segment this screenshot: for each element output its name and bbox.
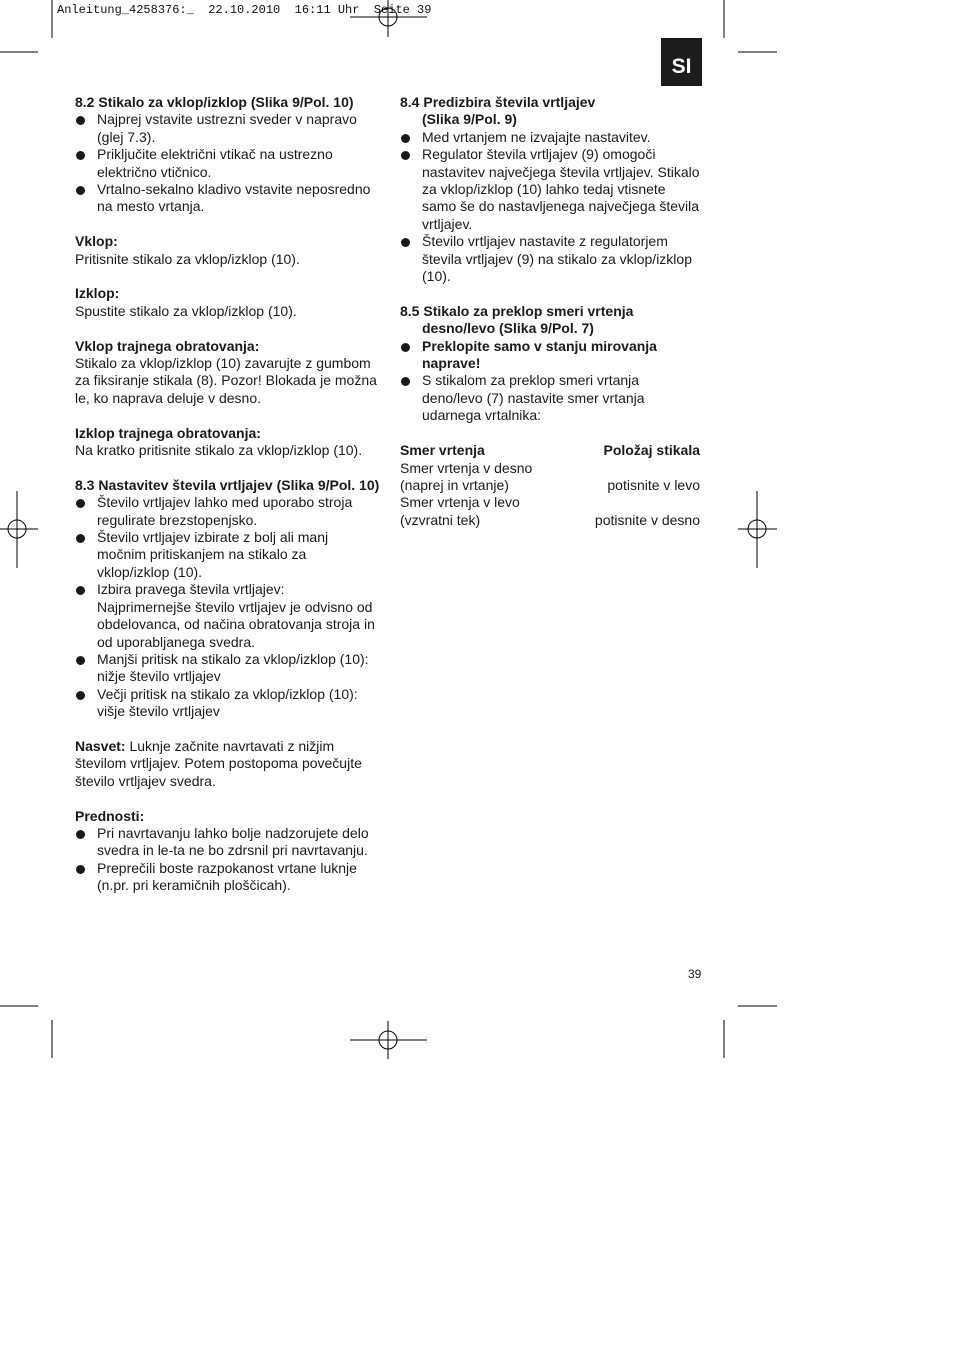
bullet-icon <box>401 134 410 143</box>
bullet-item: Preprečili boste razpokanost vrtane luknje (n.pr. pri keramičnih ploščicah). <box>75 860 380 895</box>
section-8-3 <box>75 477 380 721</box>
table-cell: Smer vrtenja v desno <box>400 459 533 476</box>
bullet-item: Manjši pritisk na stikalo za vklop/izklop (10): nižje število vrtljajev <box>75 651 380 686</box>
table-header <box>400 442 700 459</box>
right-column <box>400 94 702 529</box>
bullet-icon <box>76 499 85 508</box>
bullet-icon <box>401 151 410 160</box>
bullet-icon <box>76 534 85 543</box>
bullet-item: Vrtalno-sekalno kladivo vstavite neposredno na mesto vrtanja. <box>75 181 380 216</box>
page-number: 39 <box>688 967 702 981</box>
section-8-4-title: 8.4 Predizbira števila vrtljajev <box>400 94 596 110</box>
section-8-4-subtitle: (Slika 9/Pol. 9) <box>422 111 517 128</box>
direction-table <box>400 442 700 529</box>
izklop-text: Spustite stikalo za vklop/izklop (10). <box>75 302 297 319</box>
bullet-icon <box>401 238 410 247</box>
table-header-cell: Položaj stikala <box>603 442 700 459</box>
bullet-icon <box>401 343 410 352</box>
izklop-title: Izklop: <box>75 285 120 302</box>
section-8-4-bullets <box>400 129 702 286</box>
bullet-icon <box>76 656 85 665</box>
izklop-trajnega-title: Izklop trajnega obratovanja: <box>75 424 261 441</box>
section-izklop-trajnega <box>75 425 380 460</box>
bullet-item: S stikalom za preklop smeri vrtanja deno/levo (7) nastavite smer vrtanja udarnega vrtalnika: <box>400 372 702 424</box>
table-header-cell: Smer vrtenja <box>400 442 485 459</box>
bullet-item: Število vrtljajev nastavite z regulatorjem števila vrtljajev (9) na stikalo za vklop/izklop (10). <box>400 233 702 285</box>
registration-mark-bottom <box>350 1021 427 1059</box>
section-8-3-title: 8.3 Nastavitev števila vrtljajev (Slika 9/Pol. 10) <box>75 476 380 493</box>
section-8-5-bullets <box>400 338 702 425</box>
section-izklop <box>75 285 380 320</box>
izklop-trajnega-text: Na kratko pritisnite stikalo za vklop/izklop (10). <box>75 442 363 459</box>
prednosti-bullets <box>75 825 380 895</box>
bullet-icon <box>76 116 85 125</box>
registration-mark-left <box>0 491 38 568</box>
vklop-text: Pritisnite stikalo za vklop/izklop (10). <box>75 250 300 267</box>
section-8-2-title: 8.2 Stikalo za vklop/izklop (Slika 9/Pol. 10) <box>75 94 354 110</box>
table-cell: (naprej in vrtanje) <box>400 476 509 493</box>
section-8-4 <box>400 94 702 285</box>
vklop-title: Vklop: <box>75 233 118 250</box>
bullet-item: Pri navrtavanju lahko bolje nadzorujete delo svedra in le-ta ne bo zdrsnil pri navrtavanju. <box>75 825 380 860</box>
section-8-5 <box>400 303 702 425</box>
bullet-icon <box>76 691 85 700</box>
registration-mark-right <box>738 491 777 568</box>
bullet-item-warning: Preklopite samo v stanju mirovanja naprave! <box>400 338 702 373</box>
bullet-item: Priključite električni vtikač na ustrezno električno vtičnico. <box>75 146 380 181</box>
table-cell: potisnite v desno <box>594 511 700 528</box>
bullet-icon <box>76 586 85 595</box>
table-cell: (vzvratni tek) <box>400 511 481 528</box>
section-nasvet <box>75 738 380 790</box>
section-8-3-bullets <box>75 494 380 720</box>
bullet-item: Število vrtljajev izbirate z bolj ali manj močnim pritiskanjem na stikalo za vklop/izklop (10). <box>75 529 380 581</box>
table-cell: potisnite v levo <box>607 476 700 493</box>
bullet-item: Regulator števila vrtljajev (9) omogoči nastavitev največjega števila vrtljajev. Stikalo za vklop/izklop (10) lahko tedaj vtisnete samo še do nastavljenega največjega števila vrtljajev. <box>400 146 702 233</box>
section-8-5-subtitle: desno/levo (Slika 9/Pol. 7) <box>422 320 594 337</box>
table-row <box>400 460 700 495</box>
bullet-icon <box>76 151 85 160</box>
bullet-item: Izbira pravega števila vrtljajev: Najprimernejše število vrtljajev je odvisno od obdelovanca, od načina obratovanja stroja in od uporabljanega svedra. <box>75 581 380 651</box>
section-8-5-title: 8.5 Stikalo za preklop smeri vrtenja <box>400 302 634 319</box>
section-8-2 <box>75 94 380 216</box>
prednosti-title: Prednosti: <box>75 807 145 824</box>
bullet-item: Med vrtanjem ne izvajajte nastavitev. <box>400 129 702 146</box>
print-slug: Anleitung_4258376:_ 22.10.2010 16:11 Uhr Seite 39 <box>57 3 432 17</box>
bullet-icon <box>76 830 85 839</box>
section-vklop-trajnega <box>75 338 380 408</box>
nasvet-label: Nasvet: <box>75 737 126 754</box>
language-badge: SI <box>661 38 702 86</box>
section-vklop <box>75 233 380 268</box>
bullet-icon <box>76 186 85 195</box>
table-cell: Smer vrtenja v levo <box>400 494 520 511</box>
bullet-icon <box>76 865 85 874</box>
bullet-item: Najprej vstavite ustrezni sveder v napravo (glej 7.3). <box>75 111 380 146</box>
vklop-trajnega-title: Vklop trajnega obratovanja: <box>75 337 260 354</box>
bullet-item: Število vrtljajev lahko med uporabo stroja regulirate brezstopenjsko. <box>75 494 380 529</box>
bullet-icon <box>401 377 410 386</box>
section-8-2-bullets <box>75 111 380 215</box>
left-column <box>75 94 380 895</box>
nasvet-text: Luknje začnite navrtavati z nižjim številom vrtljajev. Potem postopoma povečujte število vrtljajev svedra. <box>75 737 362 789</box>
table-row <box>400 494 700 529</box>
vklop-trajnega-text: Stikalo za vklop/izklop (10) zavarujte z gumbom za fiksiranje stikala (8). Pozor! Blokada je možna le, ko naprava deluje v desno. <box>75 355 377 406</box>
section-prednosti <box>75 808 380 895</box>
bullet-item: Večji pritisk na stikalo za vklop/izklop (10): višje število vrtljajev <box>75 686 380 721</box>
